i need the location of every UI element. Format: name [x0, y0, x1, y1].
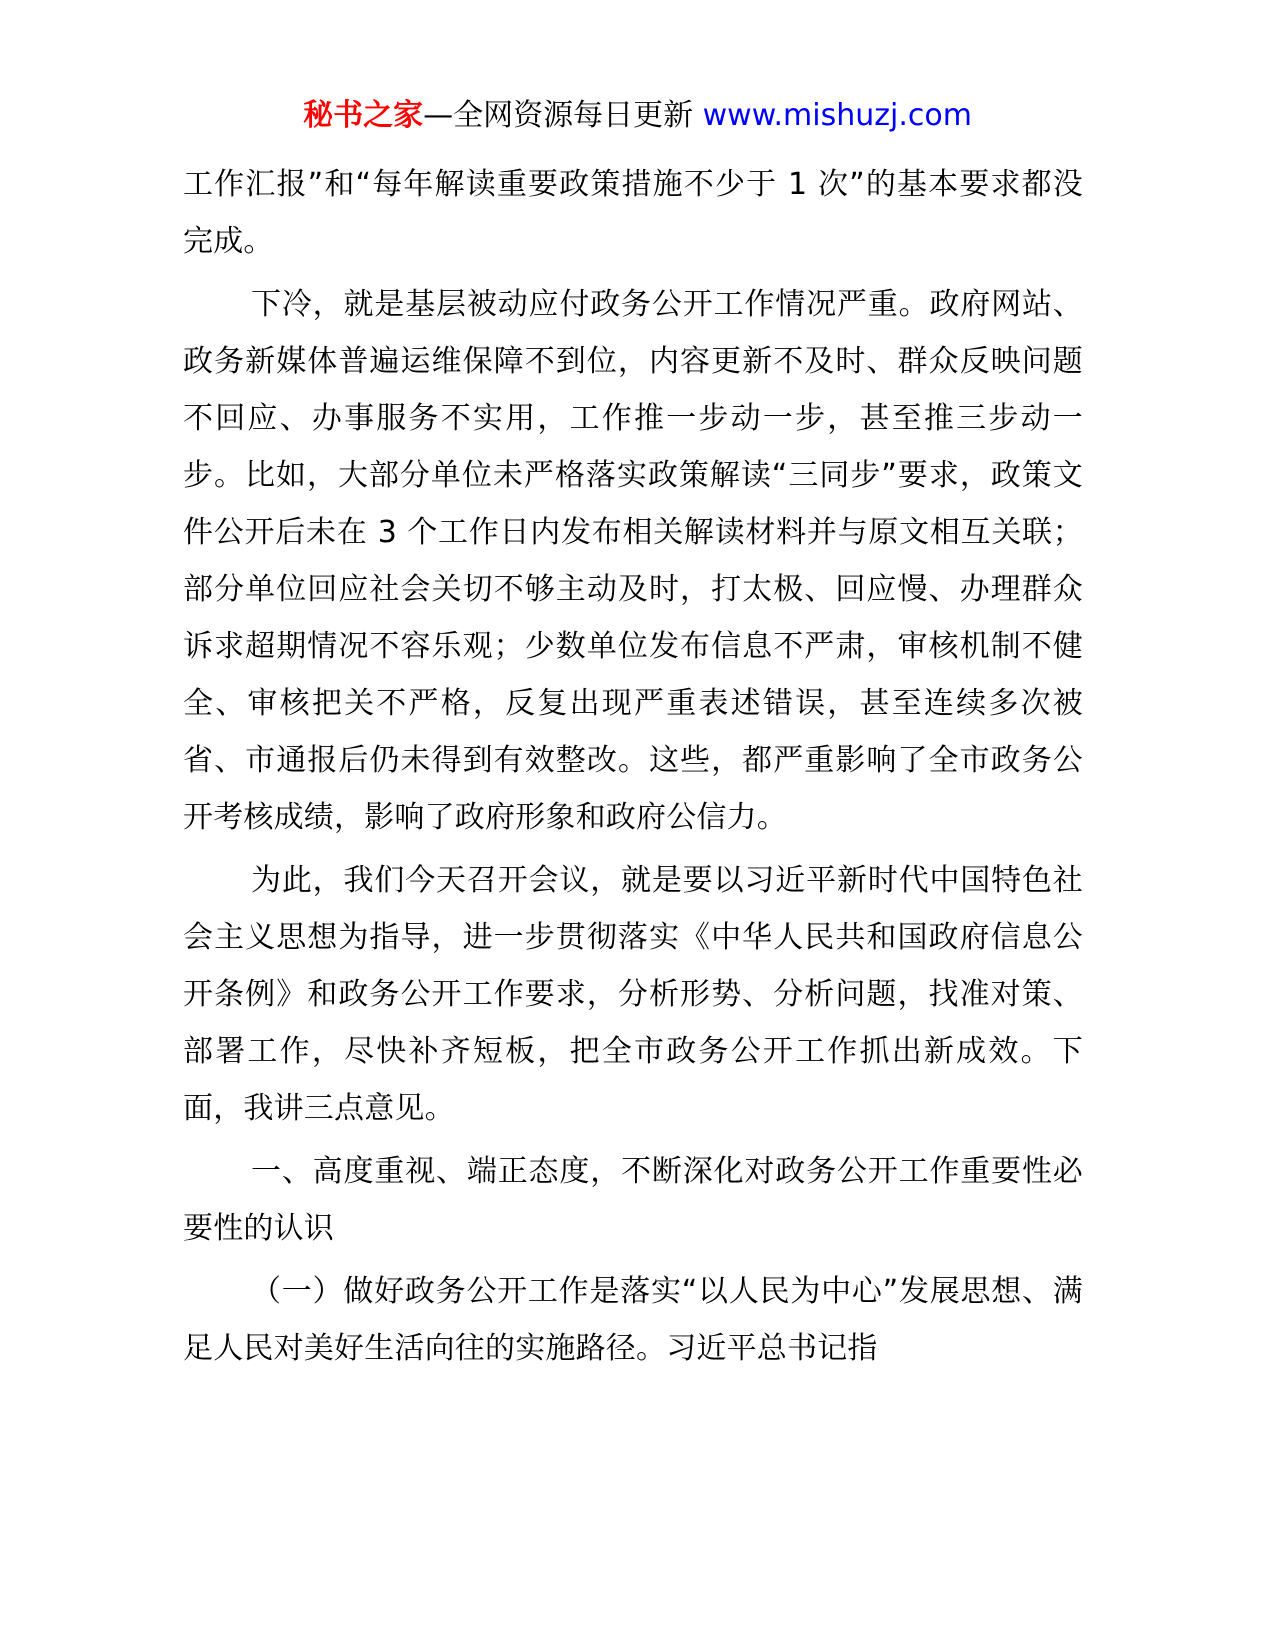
page-header: [0, 96, 1275, 136]
paragraph: 下冷，就是基层被动应付政务公开工作情况严重。政府网站、政务新媒体普遍运维保障不到位，内容更新不及时、群众反映问题不回应、办事服务不实用，工作推一步动一步，甚至推三步动一步。比如，大部分单位未严格落实政策解读“三同步”要求，政策文件公开后未在 3 个工作日内发布相关解读材料并与原文相互关联；部分单位回应社会关切不够主动及时，打太极、回应慢、办理群众诉求超期情况不容乐观；少数单位发布信息不严肃，审核机制不健全、审核把关不严格，反复出现严重表述错误，甚至连续多次被省、市通报后仍未得到有效整改。这些，都严重影响了全市政务公开考核成绩，影响了政府形象和政府公信力。: [183, 287, 1083, 835]
subsection-paragraph: （一）做好政务公开工作是落实“以人民为中心”发展思想、满足人民对美好生活向往的实施路径。习近平总书记指: [183, 1274, 1083, 1366]
section-heading: 一、高度重视、端正态度，不断深化对政务公开工作重要性必要性的认识: [183, 1154, 1083, 1246]
header-url-link[interactable]: www.mishuzj.com: [702, 98, 972, 133]
document-body: [183, 156, 1083, 1383]
header-brand: 秘书之家: [303, 98, 424, 133]
header-tagline: —全网资源每日更新: [423, 98, 703, 133]
paragraph-continued: 工作汇报”和“每年解读重要政策措施不少于 1 次”的基本要求都没完成。: [183, 167, 1083, 259]
paragraph: 为此，我们今天召开会议，就是要以习近平新时代中国特色社会主义思想为指导，进一步贯彻落实《中华人民共和国政府信息公开条例》和政务公开工作要求，分析形势、分析问题，找准对策、部署工作，尽快补齐短板，把全市政务公开工作抓出新成效。下面，我讲三点意见。: [183, 863, 1083, 1126]
